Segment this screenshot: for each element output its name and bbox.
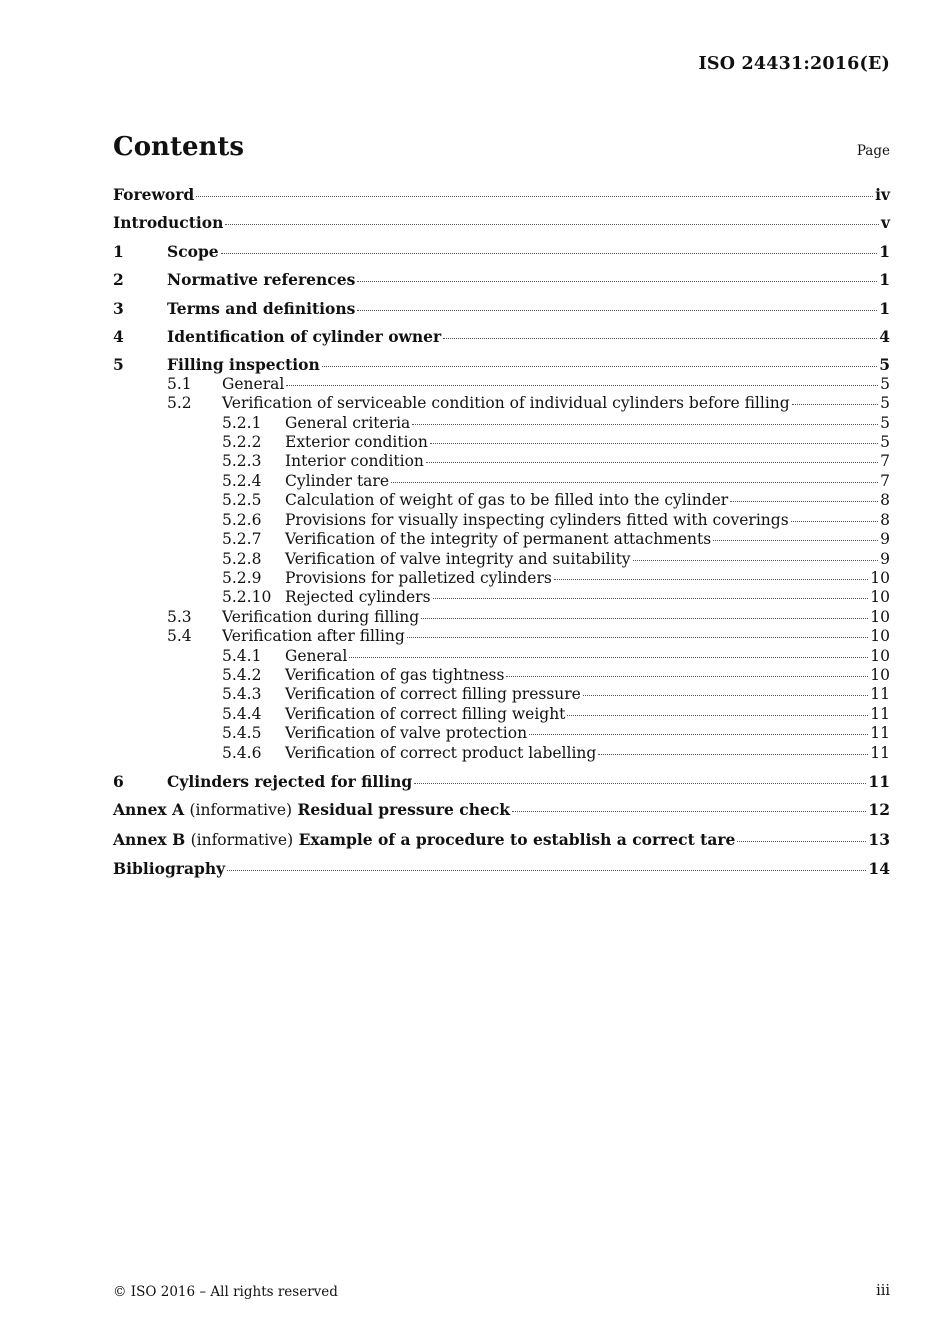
toc-entry-title: Rejected cylinders xyxy=(285,588,431,607)
toc-entry-number: 5 xyxy=(113,355,124,375)
toc-entry-title: Provisions for visually inspecting cylinders fitted with coverings xyxy=(285,510,789,529)
dot-leader xyxy=(506,676,868,677)
toc-entry-bibliography[interactable] xyxy=(113,859,890,878)
toc-entry-page: 11 xyxy=(870,704,890,723)
toc-entry-number: 5.2.3 xyxy=(222,452,262,471)
toc-entry-5-4-5[interactable] xyxy=(113,724,890,743)
toc-entry-title: Exterior condition xyxy=(285,433,428,452)
toc-entry-5-2-1[interactable] xyxy=(113,414,890,433)
dot-leader xyxy=(443,338,877,339)
toc-entry-title: Verification of serviceable condition of individual cylinders before filling xyxy=(222,394,790,413)
toc-entry-5-2-2[interactable] xyxy=(113,433,890,452)
toc-entry-annex-a[interactable] xyxy=(113,800,890,820)
toc-entry-5-2-7[interactable] xyxy=(113,530,890,549)
toc-entry-number: 5.4.1 xyxy=(222,646,262,665)
dot-leader xyxy=(554,579,868,580)
dot-leader xyxy=(633,560,879,561)
toc-entry-number: 5.2.6 xyxy=(222,510,262,529)
toc-entry-6[interactable] xyxy=(113,772,890,791)
toc-entry-number: 6 xyxy=(113,771,124,791)
dot-leader xyxy=(430,443,878,444)
dot-leader xyxy=(414,783,866,784)
toc-entry-page: 4 xyxy=(879,327,890,347)
toc-entry-4[interactable] xyxy=(113,327,890,346)
toc-entry-title: General criteria xyxy=(285,413,411,432)
toc-entry-page: 10 xyxy=(870,646,890,665)
dot-leader xyxy=(598,754,868,755)
toc-entry-5-3[interactable] xyxy=(113,608,890,627)
toc-entry-5-4[interactable] xyxy=(113,627,890,646)
dot-leader xyxy=(713,540,878,541)
table-of-contents xyxy=(113,185,890,879)
footer-copyright: © ISO 2016 – All rights reserved xyxy=(113,1284,338,1300)
toc-entry-foreword[interactable] xyxy=(113,185,890,204)
dot-leader xyxy=(357,310,877,311)
toc-entry-page: 11 xyxy=(868,771,890,791)
toc-entry-title: Verification after filling xyxy=(222,627,405,646)
toc-entry-5-2-5[interactable] xyxy=(113,491,890,510)
toc-entry-number: 5.4.3 xyxy=(222,685,262,704)
toc-entry-title: Verification of correct filling pressure xyxy=(285,685,581,704)
toc-entry-title: Identification of cylinder owner xyxy=(167,327,442,347)
dot-leader xyxy=(730,501,878,502)
annex-note: (informative) xyxy=(190,830,294,849)
toc-entry-page: 1 xyxy=(879,298,890,318)
dot-leader xyxy=(426,462,878,463)
toc-entry-2[interactable] xyxy=(113,270,890,289)
toc-entry-title: Terms and definitions xyxy=(167,298,356,318)
dot-leader xyxy=(286,385,878,386)
toc-entry-title: Normative references xyxy=(167,270,356,290)
toc-entry-number: 4 xyxy=(113,327,124,347)
dot-leader xyxy=(529,734,868,735)
dot-leader xyxy=(512,811,866,812)
toc-entry-number: 5.3 xyxy=(167,607,192,626)
toc-entry-title: Filling inspection xyxy=(167,355,320,375)
toc-entry-title: Cylinders rejected for filling xyxy=(167,771,413,791)
toc-entry-page: iv xyxy=(875,185,890,204)
toc-entry-page: 5 xyxy=(880,413,890,432)
toc-entry-page: 10 xyxy=(870,568,890,587)
annex-note: (informative) xyxy=(189,801,293,820)
dot-leader xyxy=(792,404,878,405)
toc-entry-title: Verification of valve integrity and suitability xyxy=(285,549,631,568)
toc-entry-introduction[interactable] xyxy=(113,213,890,232)
annex-label: Annex A xyxy=(113,800,185,820)
toc-entry-page: 9 xyxy=(880,549,890,568)
toc-entry-title: General xyxy=(222,374,285,393)
toc-entry-title: Verification of gas tightness xyxy=(285,665,505,684)
dot-leader xyxy=(196,196,873,197)
toc-entry-number: 5.2.5 xyxy=(222,491,262,510)
page-column-label: Page xyxy=(856,143,890,159)
toc-entry-title: Bibliography xyxy=(113,859,226,879)
toc-entry-title: Verification of the integrity of permanent attachments xyxy=(285,530,712,549)
toc-entry-5-2-3[interactable] xyxy=(113,452,890,471)
toc-entry-3[interactable] xyxy=(113,299,890,318)
toc-entry-5-4-2[interactable] xyxy=(113,666,890,685)
dot-leader xyxy=(412,424,878,425)
toc-entry-page: 8 xyxy=(880,510,890,529)
toc-entry-5-4-4[interactable] xyxy=(113,705,890,724)
toc-entry-5-2-4[interactable] xyxy=(113,472,890,491)
toc-entry-number: 5.2.4 xyxy=(222,471,262,490)
footer-page-number: iii xyxy=(876,1283,890,1299)
toc-entry-page: 7 xyxy=(880,452,890,471)
toc-entry-page: 11 xyxy=(870,685,890,704)
toc-entry-page: 1 xyxy=(879,241,890,261)
toc-entry-page: 10 xyxy=(870,588,890,607)
toc-entry-title: Verification of valve protection xyxy=(285,724,528,743)
toc-entry-number: 5.4.6 xyxy=(222,743,262,762)
toc-entry-title: Provisions for palletized cylinders xyxy=(285,568,552,587)
dot-leader xyxy=(791,521,878,522)
toc-entry-5-2-10[interactable] xyxy=(113,588,890,607)
toc-entry-5-2-8[interactable] xyxy=(113,550,890,569)
toc-entry-title: General xyxy=(285,646,348,665)
toc-entry-title: Calculation of weight of gas to be filled into the cylinder xyxy=(285,491,729,510)
toc-entry-page: 9 xyxy=(880,530,890,549)
toc-entry-5-4-3[interactable] xyxy=(113,685,890,704)
toc-entry-title: Verification of correct product labelling xyxy=(285,743,597,762)
toc-entry-number: 2 xyxy=(113,270,124,290)
toc-entry-title: Verification of correct filling weight xyxy=(285,704,566,723)
toc-entry-number: 5.1 xyxy=(167,374,192,393)
toc-entry-5-1[interactable] xyxy=(113,375,890,394)
document-id: ISO 24431:2016(E) xyxy=(698,54,890,74)
toc-entry-title: Interior condition xyxy=(285,452,424,471)
toc-entry-page: 10 xyxy=(870,607,890,626)
toc-entry-5-2-9[interactable] xyxy=(113,569,890,588)
toc-entry-5-2-6[interactable] xyxy=(113,511,890,530)
dot-leader xyxy=(225,224,879,225)
toc-entry-number: 5.4 xyxy=(167,627,192,646)
toc-entry-title: Foreword xyxy=(113,185,195,204)
toc-entry-title: Scope xyxy=(167,241,219,261)
toc-entry-page: 13 xyxy=(868,829,890,849)
toc-entry-page: 5 xyxy=(880,394,890,413)
toc-entry-page: 5 xyxy=(879,355,890,375)
dot-leader xyxy=(583,695,868,696)
dot-leader xyxy=(221,253,878,254)
toc-entry-number: 5.4.4 xyxy=(222,704,262,723)
toc-entry-number: 5.2.8 xyxy=(222,549,262,568)
dot-leader xyxy=(227,870,866,871)
toc-entry-annex-b[interactable] xyxy=(113,830,890,850)
toc-entry-page: 10 xyxy=(870,665,890,684)
toc-entry-page: 8 xyxy=(880,491,890,510)
toc-entry-title: Introduction xyxy=(113,213,224,233)
dot-leader xyxy=(737,841,866,842)
toc-entry-5[interactable] xyxy=(113,355,890,374)
toc-entry-number: 5.2.9 xyxy=(222,568,262,587)
dot-leader xyxy=(357,281,877,282)
toc-entry-number: 5.2.10 xyxy=(222,588,272,607)
dot-leader xyxy=(433,598,869,599)
toc-entry-title: Cylinder tare xyxy=(285,471,389,490)
dot-leader xyxy=(349,657,868,658)
toc-entry-page: 5 xyxy=(880,374,890,393)
toc-entry-title xyxy=(113,830,735,850)
annex-title: Example of a procedure to establish a correct tare xyxy=(298,829,736,849)
toc-entry-title xyxy=(113,800,510,820)
toc-entry-number: 1 xyxy=(113,241,124,261)
toc-entry-page: 10 xyxy=(870,627,890,646)
dot-leader xyxy=(567,715,868,716)
toc-entry-page: 1 xyxy=(879,270,890,290)
annex-label: Annex B xyxy=(113,829,186,849)
toc-entry-5-4-1[interactable] xyxy=(113,647,890,666)
toc-entry-1[interactable] xyxy=(113,242,890,261)
toc-entry-page: 5 xyxy=(880,433,890,452)
toc-entry-number: 5.2.2 xyxy=(222,433,262,452)
toc-entry-page: v xyxy=(880,213,890,233)
toc-entry-5-2[interactable] xyxy=(113,394,890,413)
dot-leader xyxy=(391,482,878,483)
toc-entry-number: 5.4.5 xyxy=(222,724,262,743)
toc-entry-number: 5.2 xyxy=(167,394,192,413)
toc-entry-page: 11 xyxy=(870,743,890,762)
annex-title: Residual pressure check xyxy=(297,800,511,820)
toc-entry-number: 5.2.1 xyxy=(222,413,262,432)
toc-entry-number: 5.2.7 xyxy=(222,530,262,549)
toc-entry-number: 5.4.2 xyxy=(222,665,262,684)
toc-entry-5-4-6[interactable] xyxy=(113,744,890,763)
contents-heading: Contents xyxy=(113,132,245,162)
toc-entry-page: 12 xyxy=(868,800,890,820)
toc-entry-page: 7 xyxy=(880,471,890,490)
dot-leader xyxy=(407,637,868,638)
dot-leader xyxy=(322,366,877,367)
dot-leader xyxy=(421,618,868,619)
toc-entry-title: Verification during filling xyxy=(222,607,420,626)
toc-entry-page: 11 xyxy=(870,724,890,743)
toc-entry-number: 3 xyxy=(113,298,124,318)
toc-entry-page: 14 xyxy=(868,859,890,879)
